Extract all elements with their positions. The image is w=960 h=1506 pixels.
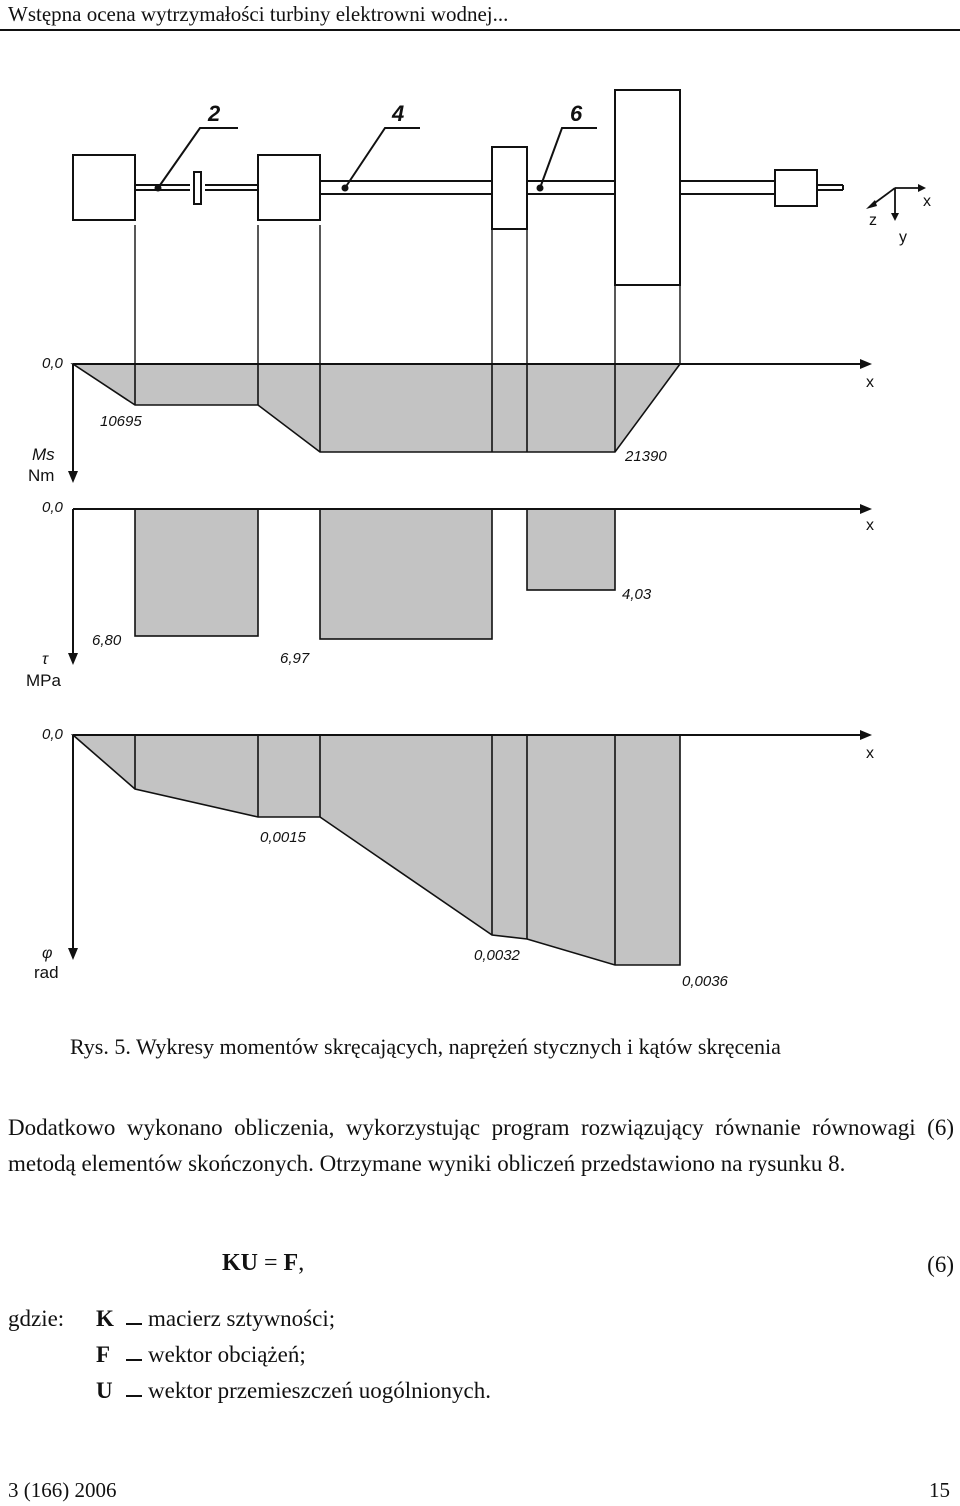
definition-symbol: U [96,1378,113,1403]
definition-dash [126,1395,142,1397]
callout-leader-2 [158,128,238,188]
definition-dash [126,1359,142,1361]
chart-torque [28,355,874,485]
equation-rhs: F [283,1250,299,1276]
definition-symbol: K [96,1306,114,1331]
twist-value-label-2: 0,0032 [474,947,520,964]
header-rule [0,29,960,31]
running-header-title: Wstępna ocena wytrzymałości turbiny elektrowni wodnej... [8,2,509,26]
stress-value-label-3: 4,03 [622,586,652,603]
axes-triad [872,188,918,215]
callout-leader-6 [540,128,597,188]
stress-origin-label: 0,0 [42,499,63,516]
equation-trail: , [298,1250,305,1276]
shaft-bearing [492,147,527,229]
stress-unit-label: MPa [26,671,61,690]
shaft-coupling [194,172,201,204]
definition-text: macierz sztywności; [148,1306,336,1331]
torque-axis-label: x [866,374,874,391]
torque-value-label-2: 21390 [625,448,667,465]
definition-text: wektor przemieszczeń uogólnionych. [148,1378,491,1403]
definition-symbol: F [96,1342,111,1367]
torque-origin-label: 0,0 [42,355,63,372]
callout-6: 6 [570,101,583,126]
equation-lhs: KU [222,1250,258,1276]
twist-value-label-1: 0,0015 [260,829,306,846]
twist-axis-label: x [866,745,874,762]
stress-bar-3 [527,509,615,590]
stress-bar-2 [320,509,492,639]
triad-y-label: y [899,229,907,246]
callout-4: 4 [392,101,405,126]
shaft-element-1 [73,155,135,220]
equation-operator: = [264,1250,278,1276]
torque-area [73,364,680,452]
projection-lines [135,225,680,364]
stress-quantity-label: τ [42,651,48,668]
body-paragraph: Dodatkowo wykonano obliczenia, wykorzystując program rozwiązujący równanie równowagi (6) metodą elementów skończonych. Otrzymane wyniki obliczeń przedstawiono na rysunku 8. [8,1115,954,1176]
definition-dash [126,1323,142,1325]
equation-number: (6) [927,1252,954,1277]
stress-value-label-2: 6,97 [280,650,310,667]
chart-twist-angle [34,726,874,990]
turbine-runner [615,90,680,285]
definitions-lead: gdzie: [8,1306,65,1331]
torque-value-label-1: 10695 [100,413,142,430]
figure-caption: Rys. 5. Wykresy momentów skręcających, naprężeń stycznych i kątów skręcenia [70,1034,781,1059]
shaft-element-2 [258,155,320,220]
definition-text: wektor obciążeń; [148,1342,306,1367]
twist-unit-label: rad [34,963,59,982]
stress-value-label-1: 6,80 [92,632,122,649]
chart-shear-stress [26,499,874,690]
shaft-end-element [775,170,817,206]
callout-leader-4 [345,128,420,188]
triad-x-label: x [923,193,931,210]
running-header [0,0,960,30]
stress-bar-1 [135,509,258,636]
footer-issue: 3 (166) 2006 [8,1478,117,1502]
equation [222,1250,304,1277]
stress-axis-label: x [866,517,874,534]
twist-origin-label: 0,0 [42,726,63,743]
torque-quantity-label: Ms [32,445,55,464]
callouts [207,101,583,126]
twist-quantity-label: φ [42,945,53,962]
shaft-schematic [73,90,843,285]
twist-value-label-3: 0,0036 [682,973,728,990]
figure-shaft-diagrams [0,40,960,1010]
torque-unit-label: Nm [28,466,55,485]
page-number: 15 [929,1478,950,1502]
twist-area [73,735,680,965]
callout-2: 2 [208,101,221,126]
triad-z-label: z [869,212,877,229]
